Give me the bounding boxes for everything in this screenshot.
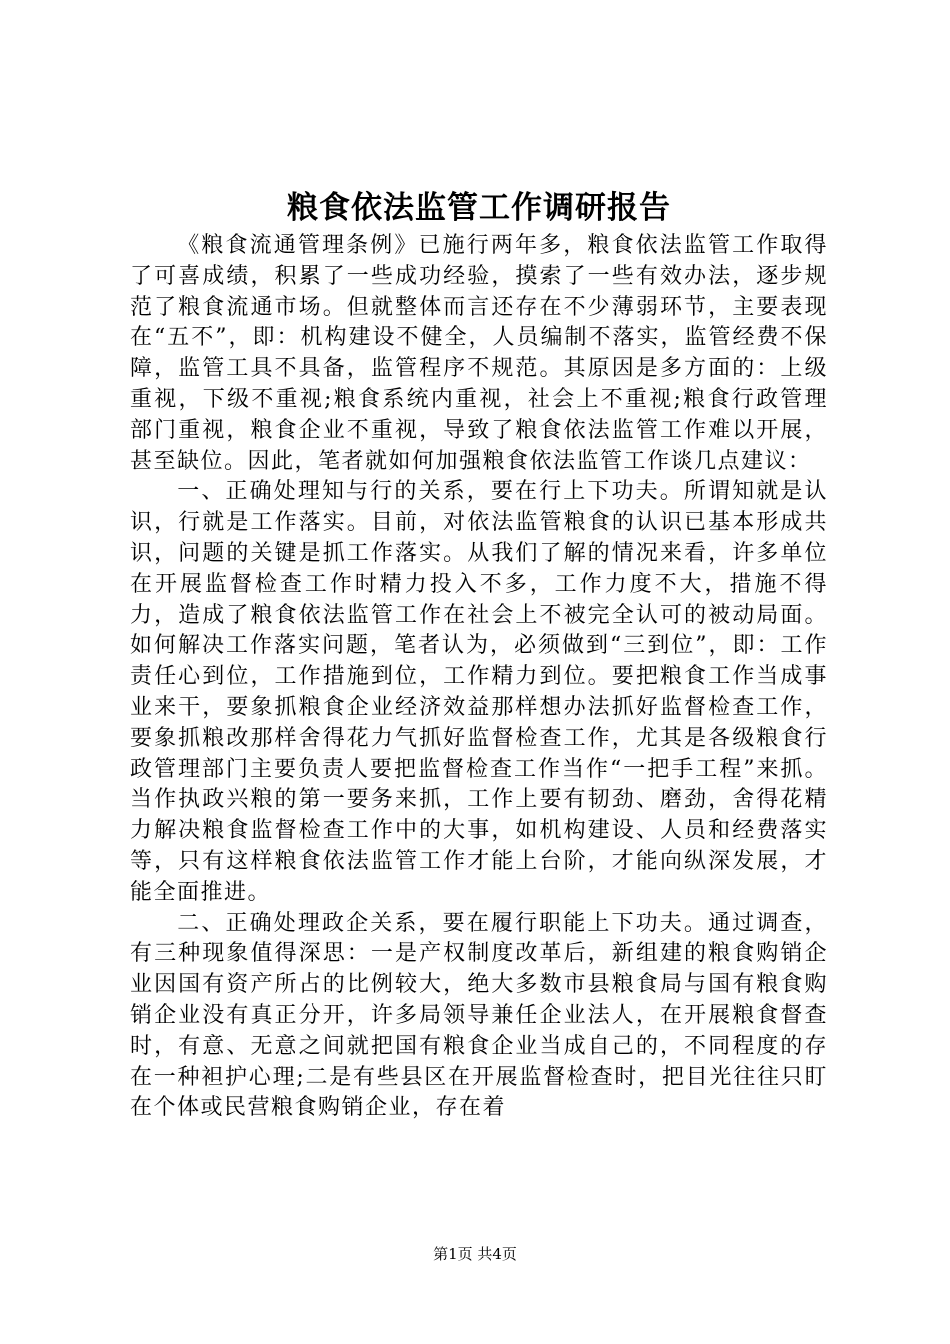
section-one-paragraph: 一、正确处理知与行的关系，要在行上下功夫。所谓知就是认识，行就是工作落实。目前，对依法监管粮食的认识已基本形成共识，问题的关键是抓工作落实。从我们了解的情况来看，许多单位在开展监督检查工作时精力投入不多，工作力度不大，措施不得力，造成了粮食依法监管工作在社会上不被完全认可的被动局面。如何解决工作落实问题，笔者认为，必须做到“三到位”，即：工作责任心到位，工作措施到位，工作精力到位。要把粮食工作当成事业来干，要象抓粮食企业经济效益那样想办法抓好监督检查工作，要象抓粮改那样舍得花力气抓好监督检查工作，尤其是各级粮食行政管理部门主要负责人要把监督检查工作当作“一把手工程”来抓。当作执政兴粮的第一要务来抓，工作上要有韧劲、磨劲，舍得花精力解决粮食监督检查工作中的大事，如机构建设、人员和经费落实等，只有这样粮食依法监管工作才能上台阶，才能向纵深发展，才能全面推进。: [130, 479, 828, 905]
intro-paragraph: 《粮食流通管理条例》已施行两年多，粮食依法监管工作取得了可喜成绩，积累了一些成功经验，摸索了一些有效办法，逐步规范了粮食流通市场。但就整体而言还存在不少薄弱环节，主要表现在“五不”，即：机构建设不健全，人员编制不落实，监管经费不保障，监管工具不具备，监管程序不规范。其原因是多方面的：上级重视，下级不重视;粮食系统内重视，社会上不重视;粮食行政管理部门重视，粮食企业不重视，导致了粮食依法监管工作难以开展，甚至缺位。因此，笔者就如何加强粮食依法监管工作谈几点建议：: [130, 233, 828, 474]
document-title: 粮食依法监管工作调研报告: [287, 190, 671, 226]
document-body: [130, 231, 828, 1124]
page-footer: 第1页 共4页: [433, 1245, 517, 1263]
section-two-paragraph: 二、正确处理政企关系，要在履行职能上下功夫。通过调查，有三种现象值得深思：一是产权制度改革后，新组建的粮食购销企业因国有资产所占的比例较大，绝大多数市县粮食局与国有粮食购销企业没有真正分开，许多局领导兼任企业法人，在开展粮食督查时，有意、无意之间就把国有粮食企业当成自己的，不同程度的存在一种袒护心理;二是有些县区在开展监督检查时，把目光往往只盯在个体或民营粮食购销企业，存在着: [130, 910, 828, 1121]
